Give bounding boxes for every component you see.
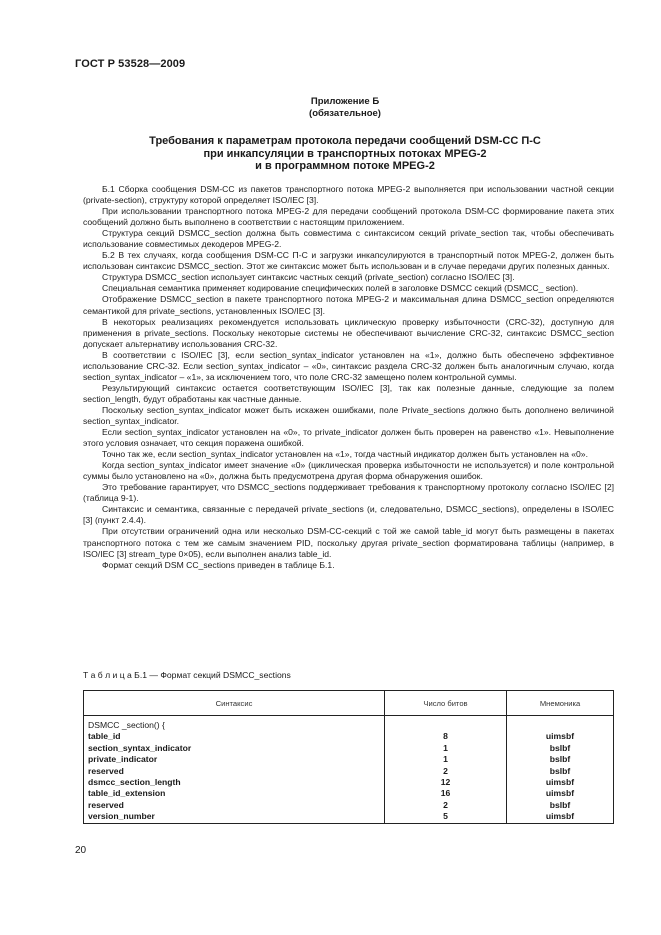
table-row [84, 788, 614, 799]
table-row [84, 720, 614, 731]
mnemonic-cell [507, 720, 614, 731]
appendix-label: Приложение Б [310, 96, 380, 107]
mnemonic-cell: bslbf [507, 754, 614, 765]
section-title-line-2: при инкапсуляции в транспортных потоках MPEG-2 [203, 147, 487, 160]
bits-cell: 5 [385, 811, 507, 823]
paragraph: Специальная семантика применяет кодирование специфических полей в заголовке DSMCC секций (DSMCC_ section). [102, 283, 579, 294]
paragraph: В некоторых реализациях рекомендуется использовать циклическую проверку избыточности (CRC-32), доступную для применения в private_sections. Поскольку некоторые системы не обеспечивают вычисление CRC-32, синтаксис DSMCC_section допускает альтернативу использования CRC-32. [83, 316, 614, 349]
mnemonic-cell: bslbf [507, 743, 614, 754]
paragraph: В соответствии с ISO/IEC [3], если section_syntax_indicator установлен на «1», должно быть обеспечено эффективное использование CRC-32. Если section_syntax_indicator – «0», синтаксис раздела CRC-32 должен быть аналогичным случаю, когда section_syntax_indicator – «1», за исключением того, что поле CRC-32 замещено полем контрольной суммы. [83, 349, 614, 382]
mnemonic-cell: bslbf [507, 766, 614, 777]
mnemonic-cell: uimsbf [507, 788, 614, 799]
table-row [84, 731, 614, 742]
paragraph: Синтаксис и семантика, связанные с передачей private_sections (и, следовательно, DSMCC_sections), определены в ISO/IEC [3] (пункт 2.4.4). [83, 504, 614, 526]
paragraph-b1: Б.1 Сборка сообщения DSM-CC из пакетов транспортного потока MPEG-2 выполняется при использовании частной секции (private-section), структуру которой определяет ISO/IEC [3]. [83, 184, 614, 206]
syntax-cell: dsmcc_section_length [84, 777, 385, 788]
table-caption: Т а б л и ц а Б.1 — Формат секций DSMCC_sections [83, 670, 291, 680]
table-row [84, 811, 614, 823]
document-standard-id: ГОСТ Р 53528—2009 [75, 58, 186, 70]
paragraph: Структура DSMCC_section использует синтаксис частных секций (private_section) согласно ISO/IEC [3]. [102, 272, 515, 283]
column-header-mnemonic: Мнемоника [507, 691, 614, 716]
table-row [84, 743, 614, 754]
bits-cell [385, 720, 507, 731]
paragraph: Отображение DSMCC_section в пакете транспортного потока MPEG-2 и максимальная длина DSMCC_section определяются семантикой для private_sections, установленных ISO/IEC [3]. [83, 294, 614, 316]
syntax-cell: reserved [84, 766, 385, 777]
syntax-cell: private_indicator [84, 754, 385, 765]
bits-cell: 12 [385, 777, 507, 788]
column-header-syntax: Синтаксис [84, 691, 385, 716]
paragraph-b2: Б.2 В тех случаях, когда сообщения DSM-CC П-С и загрузки инкапсулируются в транспортный поток MPEG-2, должен быть использован синтаксис DSMCC_section. Этот же синтаксис может быть использован и в случае передачи других полезных данных. [83, 250, 614, 272]
mnemonic-cell: uimsbf [507, 777, 614, 788]
paragraph: Это требование гарантирует, что DSMCC_sections поддерживает требования к транспортному протоколу согласно ISO/IEC [2] (таблица 9-1). [83, 482, 614, 504]
syntax-cell: reserved [84, 800, 385, 811]
page-number: 20 [75, 845, 87, 856]
table-row [84, 766, 614, 777]
table-row [84, 754, 614, 765]
paragraph: Если section_syntax_indicator установлен на «0», то private_indicator должен быть проверен на равенство «1». Невыполнение этого условия означает, что секция поражена ошибкой. [83, 427, 614, 449]
dsmcc-format-table [83, 690, 614, 824]
paragraph: Структура секций DSMCC_section должна быть совместима с синтаксисом секций private_section так, чтобы обеспечивать использование совместимых декодеров MPEG-2. [83, 228, 614, 250]
syntax-cell: table_id_extension [84, 788, 385, 799]
paragraph: Точно так же, если section_syntax_indicator установлен на «1», тогда частный индикатор должен быть установлен на «0». [102, 449, 588, 460]
paragraph: Поскольку section_syntax_indicator может быть искажен ошибками, поле Private_sections должно быть дополнено величиной section_syntax_indicator. [83, 404, 614, 426]
syntax-cell: table_id [84, 731, 385, 742]
bits-cell: 1 [385, 743, 507, 754]
appendix-heading [75, 96, 615, 120]
section-title-line-1: Требования к параметрам протокола передачи сообщений DSM-CC П-С [149, 135, 541, 147]
paragraph: Когда section_syntax_indicator имеет значение «0» (циклическая проверка избыточности не используется) и поле контрольной суммы было установлено на «0», должна быть предусмотрена другая форма обнаружения ошибок. [83, 460, 614, 482]
bits-cell: 2 [385, 800, 507, 811]
mnemonic-cell: bslbf [507, 800, 614, 811]
bits-cell: 16 [385, 788, 507, 799]
syntax-cell: DSMCC _section() { [84, 720, 385, 731]
table-row [84, 777, 614, 788]
bits-cell: 2 [385, 766, 507, 777]
paragraph: Результирующий синтаксис остается соответствующим ISO/IEC [3], так как полезные данные, следующие за полем section_length, будут обработаны как частные данные. [83, 382, 614, 404]
appendix-status: (обязательное) [309, 108, 381, 119]
mnemonic-cell: uimsbf [507, 811, 614, 823]
syntax-cell: version_number [84, 811, 385, 823]
paragraph: При отсутствии ограничений одна или несколько DSM-CC-секций с той же самой table_id могут быть размещены в пакетах транспортного потока с тем же самым значением PID, поскольку другая private_section форматирована таблицы (например, в ISO/IEC [3] stream_type 0×05), если выполнен анализ table_id. [83, 526, 614, 559]
mnemonic-cell: uimsbf [507, 731, 614, 742]
section-title-line-3: и в программном потоке MPEG-2 [255, 160, 435, 172]
section-title [75, 135, 615, 173]
bits-cell: 8 [385, 731, 507, 742]
bits-cell: 1 [385, 754, 507, 765]
table-row [84, 800, 614, 811]
paragraph: Формат секций DSM CC_sections приведен в таблице Б.1. [102, 559, 335, 570]
paragraph: При использовании транспортного потока MPEG-2 для передачи сообщений протокола DSM-CC формирование пакета этих сообщений должно быть выполнено в соответствии с настоящим приложением. [83, 206, 614, 228]
syntax-cell: section_syntax_indicator [84, 743, 385, 754]
table-header-row [84, 691, 614, 716]
body-text [83, 184, 614, 571]
column-header-bits: Число битов [385, 691, 507, 716]
